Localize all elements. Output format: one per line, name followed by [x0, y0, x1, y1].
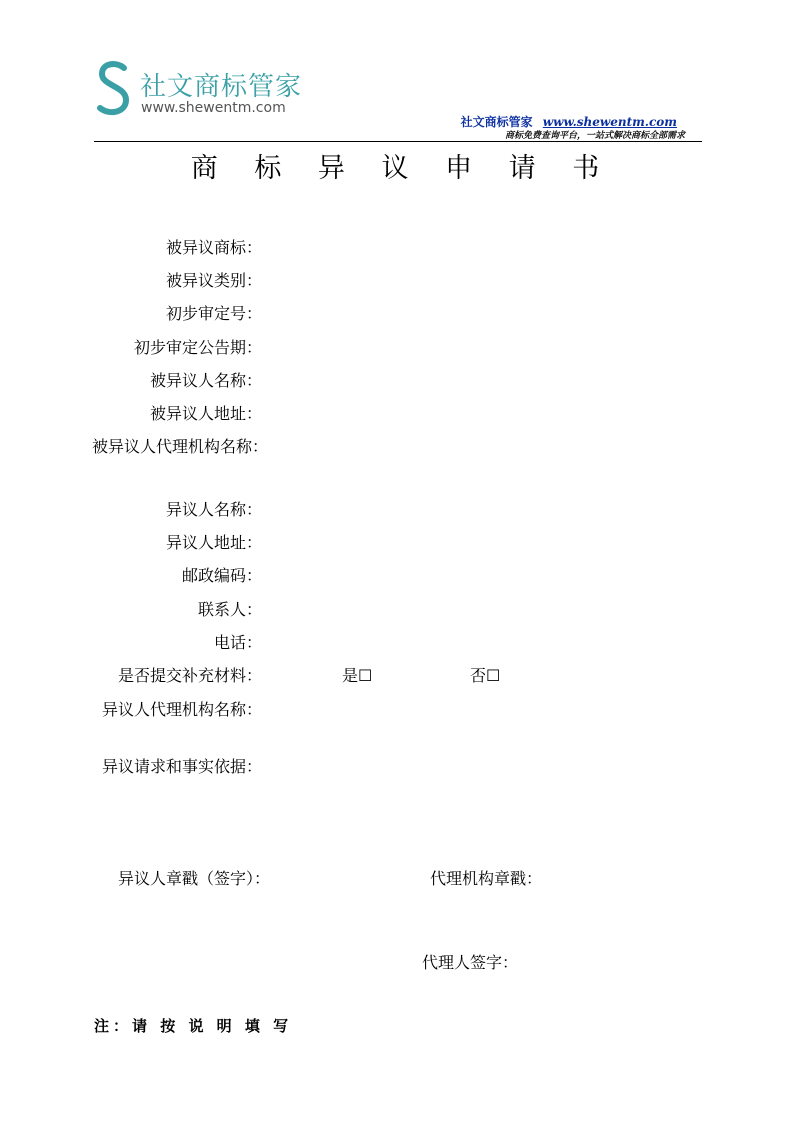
opposed-trademark-label: 被异议商标： [165, 238, 262, 257]
supplement-label: 是否提交补充材料： [117, 666, 262, 685]
opposed-owner-agent-label: 被异议人代理机构名称： [92, 437, 269, 456]
phone-label: 电话： [213, 633, 262, 652]
postcode-label: 邮政编码： [181, 566, 262, 585]
opponent-agent-label: 异议人代理机构名称： [101, 700, 262, 719]
logo-website: www.shewentm.com [141, 100, 286, 116]
contact-label: 联系人： [197, 600, 262, 619]
prelim-number-label: 初步审定号： [165, 304, 262, 323]
opposed-owner-address-label: 被异议人地址： [149, 404, 262, 423]
prelim-date-label: 初步审定公告期： [133, 338, 262, 357]
agency-seal-label: 代理机构章戳： [430, 869, 543, 888]
document-title: 商 标 异 议 申 请 书 [190, 153, 614, 184]
fill-instructions-note: 注：请 按 说 明 填 写 [94, 1017, 293, 1035]
header-divider [94, 141, 702, 142]
opponent-address-label: 异议人地址： [165, 533, 262, 552]
opponent-name-label: 异议人名称： [165, 500, 262, 519]
supplement-yes-checkbox[interactable]: 是☐ [342, 666, 373, 685]
supplement-no-checkbox[interactable]: 否☐ [470, 666, 501, 685]
opposed-class-label: 被异议类别： [165, 271, 262, 290]
grounds-label: 异议请求和事实依据： [101, 757, 262, 776]
logo-brand-name: 社文商标管家 [140, 72, 303, 102]
agent-signature-label: 代理人签字： [422, 953, 519, 972]
s-logo-icon [96, 60, 130, 116]
header-brand-name: 社文商标管家 [460, 115, 533, 129]
header-website-link[interactable]: www.shewentm.com [542, 115, 677, 129]
opposed-owner-name-label: 被异议人名称： [149, 371, 262, 390]
header-tagline: 商标免费查询平台，一站式解决商标全部需求 [504, 131, 685, 141]
opponent-seal-label: 异议人章戳（签字）： [118, 869, 271, 888]
